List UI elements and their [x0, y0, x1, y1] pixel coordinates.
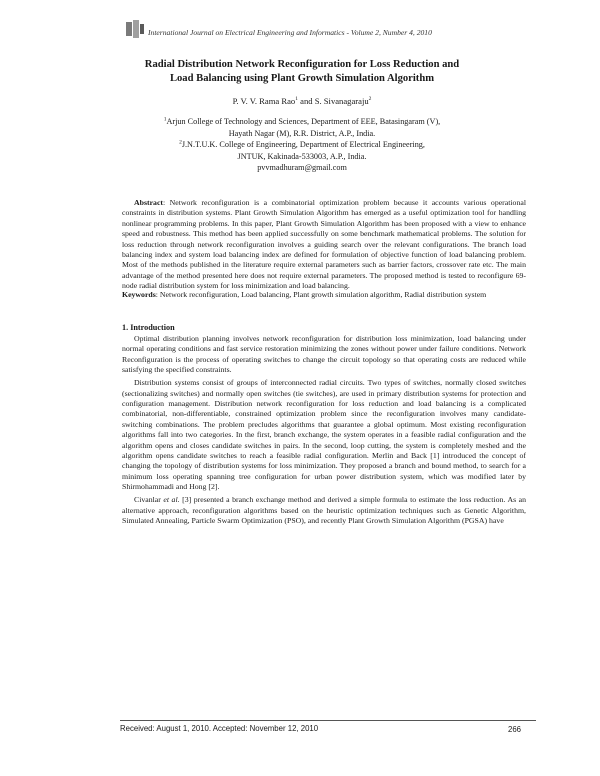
title-line-2: Load Balancing using Plant Growth Simulation Algorithm	[169, 72, 435, 84]
page-number: 266	[508, 725, 522, 734]
affiliation-2-line-1: $^2$J.N.T.U.K. College of Engineering, Department of Electrical Engineering,	[179, 139, 425, 149]
affil-1-mark: 1	[163, 116, 167, 123]
authors	[60, 96, 544, 106]
keywords-label: Keywords	[122, 290, 156, 299]
keywords	[122, 290, 526, 300]
affiliations	[60, 116, 544, 174]
intro-paragraph-2: Distribution systems consist of groups of interconnected radial circuits. Two types of switches, normally closed switches (sectionalizing switches) and normally open switches (tie switches), are used in primary distribution systems for protection and configuration management. Distribution network reconfiguration for loss reduction and load balancing is a complicated combinatorial, non-differentiable, constrained optimization problem since the reconfiguration involves many candidate-switching combinations. The problem precludes algorithms that guarantee a global optimum. Most existing reconfiguration algorithms fall into two categories. In the first, branch exchange, the system operates in a feasible radial configuration and the algorithm opens and closes candidate switches in pairs. In the second, loop cutting, the system is completely meshed and the algorithm opens candidate switches to reach a feasible radial configuration. Merlin and Back [1] introduced the concept of changing the topology of distribution systems for loss minimization. They proposed a branch and bound method, to search for a minimum loss operating spanning tree configuration for urban power distribution system, which was modified later by Shirmohammadi and Hong [2].	[122, 378, 526, 492]
keywords-text: : Network reconfiguration, Load balancing, Plant growth simulation algorithm, Radial distribution system	[155, 290, 487, 299]
affil-2-mark: 2	[179, 139, 182, 146]
section-heading-introduction: 1. Introduction	[122, 323, 175, 332]
author-1: P. V. V. Rama Rao	[232, 96, 296, 106]
journal-header	[118, 14, 488, 44]
abstract-label: Abstract	[134, 198, 164, 207]
author-email: pvvmadhuram@gmail.com	[257, 163, 347, 172]
title-line-1: Radial Distribution Network Reconfiguration for Loss Reduction and	[144, 59, 460, 70]
received-dates: Received: August 1, 2010. Accepted: November 12, 2010	[120, 724, 319, 733]
author-2-affil-mark: 2	[368, 96, 372, 103]
journal-logo-icon	[124, 18, 146, 40]
author-2: S. Sivanagaraju	[314, 96, 369, 106]
introduction-body	[122, 334, 526, 529]
footer-divider	[120, 720, 536, 721]
et-al: et al.	[163, 495, 180, 505]
affiliation-1-line-2: Hayath Nagar (M), R.R. District, A.P., India.	[228, 128, 376, 138]
abstract	[122, 198, 526, 292]
affiliation-2-line-2: JNTUK, Kakinada-533003, A.P., India.	[237, 151, 367, 161]
intro-paragraph-3: Civanlar et al. [3] presented a branch exchange method and derived a simple formula to estimate the loss reduction. As an alternative approach, reconfiguration algorithms based on the heuristic optimization techniques such as Genetic Algorithm, Simulated Annealing, Particle Swarm Optimization (PSO), and recently Plant Growth Simulation Algorithm (PGSA) have	[122, 495, 527, 525]
authors-and: and	[300, 96, 313, 106]
journal-title: International Journal on Electrical Engineering and Informatics - Volume 2, Number 4, 2010	[148, 28, 432, 37]
author-1-affil-mark: 1	[295, 96, 298, 103]
abstract-text: : Network reconfiguration is a combinatorial optimization problem because it accounts various operational constraints in distribution systems. Plant Growth Simulation Algorithm has emerged as a useful optimization tool for handling nonlinear programming problems. In this paper, Plant Growth Simulation Algorithm has been proposed with a view to enhance speed and robustness. This method has been applied successfully on some benchmark mathematical problems. The solution for loss reduction through network reconfiguration involves a guiding search over the relevant configurations. The branch load balancing index and system load balancing index are defined for formulation of objective function of load balancing problem. Most of the methods published in the literature require external parameters such as barrier factors, crossover rate etc. The main advantage of the method presented here does not require external parameters. The proposed method is tested to reconfigure 69-node radial distribution system for loss minimization and load balancing.	[122, 198, 526, 291]
paper-title	[60, 58, 544, 85]
intro-paragraph-1: Optimal distribution planning involves network reconfiguration for distribution loss minimization, load balancing under normal operating conditions and fast service restoration minimizing the zones without power under failure conditions. Network Reconfiguration is the process of operating switches to change the circuit topology so that operating costs are reduced while satisfying the specified constraints.	[122, 334, 526, 375]
affiliation-1-line-1: $^1$Arjun College of Technology and Sciences, Department of EEE, Batasingaram (V),	[163, 116, 441, 126]
